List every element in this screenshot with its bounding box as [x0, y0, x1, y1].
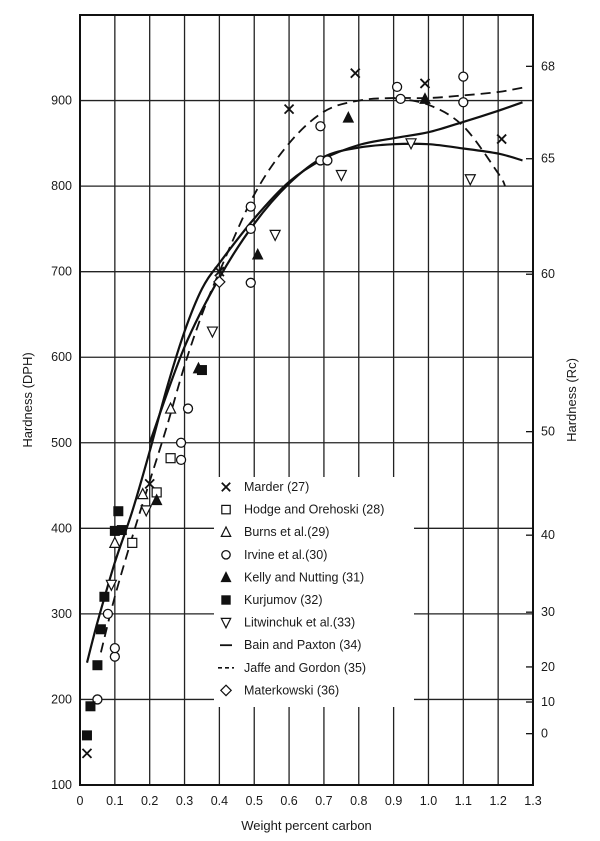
y-tick-label: 800: [51, 179, 72, 194]
y2-tick-label: 65: [541, 151, 555, 166]
y-tick-label: 700: [51, 264, 72, 279]
y-axis-ticks: [51, 94, 72, 792]
legend-label: Jaffe and Gordon (35): [244, 660, 367, 675]
x-tick-label: 1.2: [489, 794, 507, 808]
data-point-series-3: [110, 644, 119, 653]
data-point-series-5: [86, 702, 95, 711]
y-tick-label: 900: [51, 93, 72, 108]
data-point-series-3: [110, 652, 119, 661]
x-axis-title: Weight percent carbon: [241, 818, 372, 833]
legend-label: Kelly and Nutting (31): [244, 570, 365, 585]
data-point-series-1: [128, 538, 137, 547]
x-tick-label: 1.1: [454, 794, 473, 808]
x-tick-label: 0.1: [106, 794, 124, 808]
data-point-series-5: [100, 592, 109, 601]
legend-label: Materkowski (36): [244, 683, 340, 698]
data-point-series-5: [82, 731, 91, 740]
data-point-series-3: [459, 72, 468, 81]
data-point-series-3: [393, 82, 402, 91]
x-tick-label: 0.8: [350, 794, 368, 808]
y2-tick-label: 40: [541, 528, 555, 543]
data-point-series-3: [323, 156, 332, 165]
data-point-series-3: [177, 438, 186, 447]
data-point-series-1: [166, 454, 175, 463]
x-tick-label: 0.9: [384, 794, 403, 808]
y2-tick-label: 50: [541, 424, 555, 439]
data-point-series-3: [103, 609, 112, 618]
y2-tick-label: 10: [541, 695, 555, 710]
x-tick-label: 1.0: [419, 794, 438, 808]
x-tick-label: 0.5: [245, 794, 263, 808]
data-point-series-3: [316, 122, 325, 131]
y2-axis-ticks: [526, 59, 555, 740]
y-tick-label: 100: [51, 778, 72, 792]
data-point-series-3: [246, 202, 255, 211]
y-axis-title: Hardness (DPH): [20, 352, 35, 448]
data-point-series-3: [246, 224, 255, 233]
data-point-series-3: [459, 98, 468, 107]
legend-label: Burns et al.(29): [244, 525, 330, 540]
legend-label: Litwinchuk et al.(33): [244, 615, 356, 630]
x-tick-label: 0.2: [140, 794, 159, 808]
data-point-series-5: [114, 507, 123, 516]
x-tick-label: 0.6: [280, 794, 298, 808]
x-tick-label: 0.4: [210, 794, 229, 808]
y2-tick-label: 0: [541, 726, 548, 741]
legend-label: Kurjumov (32): [244, 593, 323, 607]
data-point-series-6: [207, 327, 217, 337]
data-point-series-5: [197, 366, 206, 375]
y2-tick-label: 60: [541, 267, 555, 282]
data-point-series-5: [93, 661, 102, 670]
data-point-series-4: [343, 112, 353, 122]
y-tick-label: 200: [51, 692, 72, 707]
data-point-series-6: [336, 170, 346, 180]
data-point-series-3: [177, 455, 186, 464]
legend-label: Irvine et al.(30): [244, 547, 328, 562]
data-point-series-3: [184, 404, 193, 413]
data-point-series-2: [110, 537, 120, 547]
legend-marker: [222, 505, 230, 513]
legend-label: Hodge and Orehoski (28): [244, 502, 385, 517]
data-point-series-6: [465, 175, 475, 185]
x-axis-ticks: [77, 794, 542, 808]
y-tick-label: 300: [51, 606, 72, 621]
data-point-series-5: [117, 526, 126, 535]
y2-tick-label: 30: [541, 605, 555, 620]
y2-tick-label: 20: [541, 659, 555, 674]
legend-label: Bain and Paxton (34): [244, 638, 362, 653]
x-tick-label: 0.3: [175, 794, 194, 808]
y-tick-label: 400: [51, 521, 72, 536]
y2-axis-title: Hardness (Rc): [564, 358, 579, 442]
curve-upper-curve: [150, 144, 523, 443]
x-tick-label: 0: [76, 794, 84, 808]
y-tick-label: 500: [51, 435, 72, 450]
data-point-series-3: [246, 278, 255, 287]
legend-label: Marder (27): [244, 480, 310, 494]
data-point-series-6: [270, 230, 280, 240]
y2-tick-label: 68: [541, 59, 555, 74]
y-tick-label: 600: [51, 350, 72, 365]
data-point-series-0: [82, 749, 91, 758]
legend-marker: [222, 551, 230, 559]
legend: [214, 477, 414, 707]
data-point-series-5: [96, 625, 105, 634]
x-tick-label: 0.7: [315, 794, 333, 808]
x-tick-label: 1.3: [524, 794, 542, 808]
data-point-series-3: [396, 94, 405, 103]
legend-marker: [222, 596, 230, 604]
